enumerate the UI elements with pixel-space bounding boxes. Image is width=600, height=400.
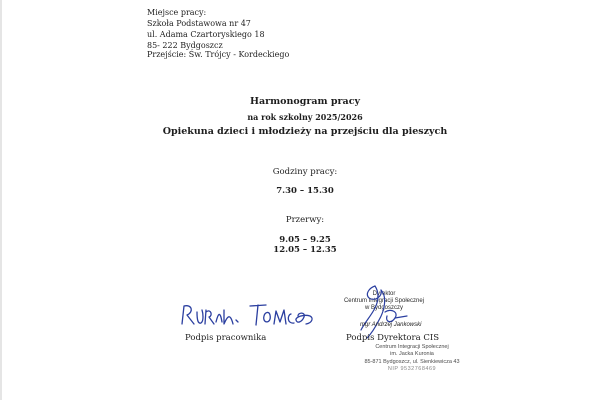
- crossing-location: Przejście: Św. Trójcy - Kordeckiego: [147, 50, 290, 59]
- job-role: Opiekuna dzieci i młodzieży na przejściu dla pieszych: [162, 126, 448, 137]
- director-stamp-line: w Bydgoszczy: [364, 305, 403, 311]
- break-second: 12.05 – 12.35: [273, 245, 337, 255]
- working-hours-label: Godziny pracy:: [272, 167, 338, 177]
- school-year: na rok szkolny 2025/2026: [247, 112, 363, 122]
- director-stamp-line: Dyrektor: [372, 291, 396, 297]
- stamp-line: im. Jacka Kuronia: [390, 351, 434, 358]
- worker-signature-caption: Podpis pracownika: [185, 333, 267, 343]
- school-city: 85- 222 Bydgoszcz: [147, 41, 223, 50]
- schedule-title: Harmonogram pracy: [249, 96, 361, 107]
- worker-signature: [178, 298, 328, 332]
- director-name: mgr Andrzej Jankowski: [360, 322, 422, 328]
- school-name: Szkoła Podstawowa nr 47: [147, 19, 251, 28]
- workplace-block: [147, 7, 265, 51]
- director-signature-caption: Podpis Dyrektora CIS: [346, 333, 440, 343]
- page-edge: [0, 0, 2, 400]
- stamp-line: 85-871 Bydgoszcz, ul. Sienkiewicza 43: [364, 358, 460, 365]
- breaks-label: Przerwy:: [285, 215, 325, 225]
- stamp-line: NIP 9532768469: [387, 366, 437, 373]
- organization-stamp: [357, 344, 467, 374]
- stamp-line: Centrum Integracji Społecznej: [375, 344, 449, 350]
- working-hours-value: 7.30 – 15.30: [276, 186, 334, 196]
- director-stamp-line: Centrum Integracji Społecznej: [343, 298, 425, 304]
- break-first: 9.05 – 9.25: [279, 235, 331, 245]
- school-street: ul. Adama Czartoryskiego 18: [147, 30, 265, 39]
- workplace-heading: Miejsce pracy:: [147, 8, 207, 17]
